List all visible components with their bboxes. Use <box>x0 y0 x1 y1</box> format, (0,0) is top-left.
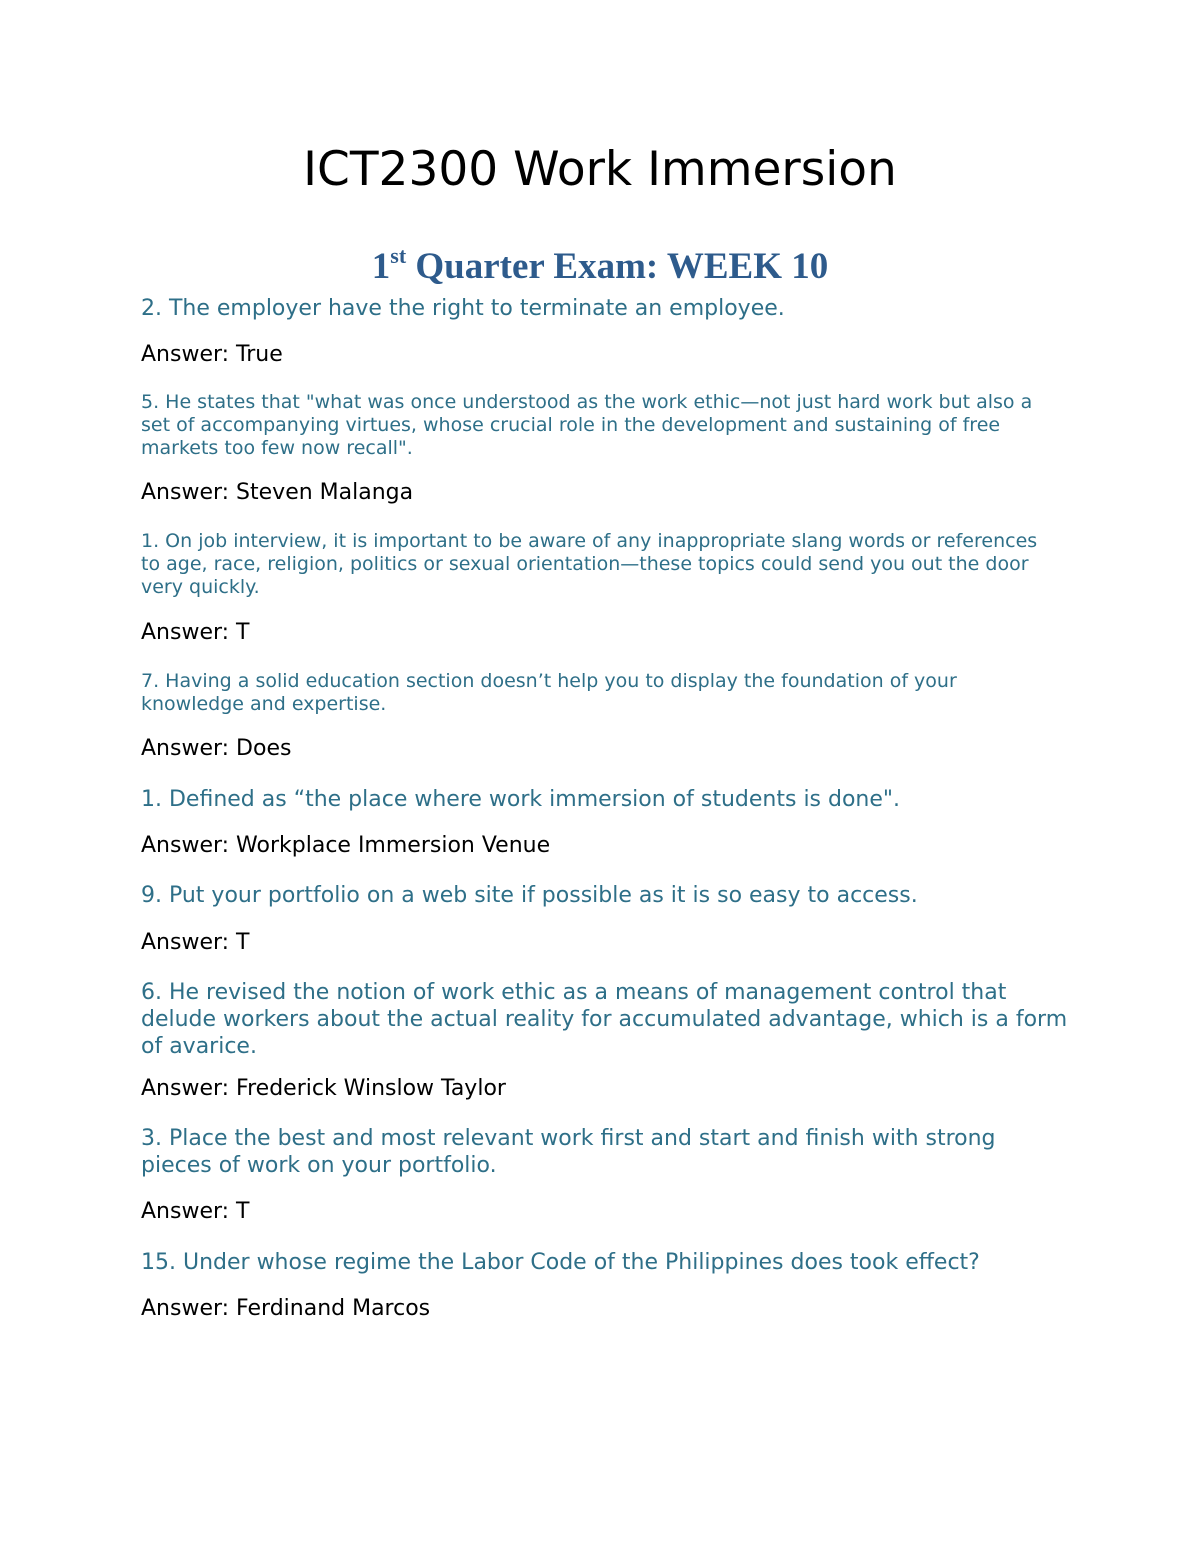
answer-text: Answer: Ferdinand Marcos <box>141 1296 431 1321</box>
answer-text: Answer: Frederick Winslow Taylor <box>141 1076 506 1101</box>
answer-text: Answer: T <box>141 1199 250 1224</box>
question-text: 9. Put your portfolio on a web site if possible as it is so easy to access. <box>141 883 918 908</box>
question-text: 2. The employer have the right to terminate an employee. <box>141 296 785 321</box>
question-text: 3. Place the best and most relevant work first and start and finish with strong pieces of work on your portfolio. <box>141 1126 996 1178</box>
heading-ordinal: 1 <box>371 246 391 287</box>
exam-heading <box>0 244 1200 290</box>
question-text: 1. Defined as “the place where work immersion of students is done". <box>141 787 901 812</box>
answer-text: Answer: Steven Malanga <box>141 480 414 505</box>
heading-ordinal-suffix: st <box>390 243 407 268</box>
question-text: 15. Under whose regime the Labor Code of the Philippines does took effect? <box>141 1250 980 1275</box>
question-text: 5. He states that "what was once understood as the work ethic—not just hard work but also a set of accompanying virtues, whose crucial role in the development and sustaining of free markets too few now recall". <box>141 391 1033 459</box>
answer-text: Answer: Does <box>141 736 292 761</box>
question-text: 6. He revised the notion of work ethic as a means of management control that delude workers about the actual reality for accumulated advantage, which is a form of avarice. <box>141 980 1068 1059</box>
answer-text: Answer: T <box>141 930 250 955</box>
answer-text: Answer: True <box>141 342 283 367</box>
question-text: 7. Having a solid education section doesn’t help you to display the foundation of your knowledge and expertise. <box>141 670 957 715</box>
heading-text: Quarter Exam: WEEK 10 <box>406 246 829 287</box>
answer-text: Answer: Workplace Immersion Venue <box>141 833 551 858</box>
answer-text: Answer: T <box>141 620 250 645</box>
question-text: 1. On job interview, it is important to be aware of any inappropriate slang words or references to age, race, religion, politics or sexual orientation—these topics could send you out the door very quickly. <box>141 530 1038 598</box>
document-title: ICT2300 Work Immersion <box>303 142 897 197</box>
